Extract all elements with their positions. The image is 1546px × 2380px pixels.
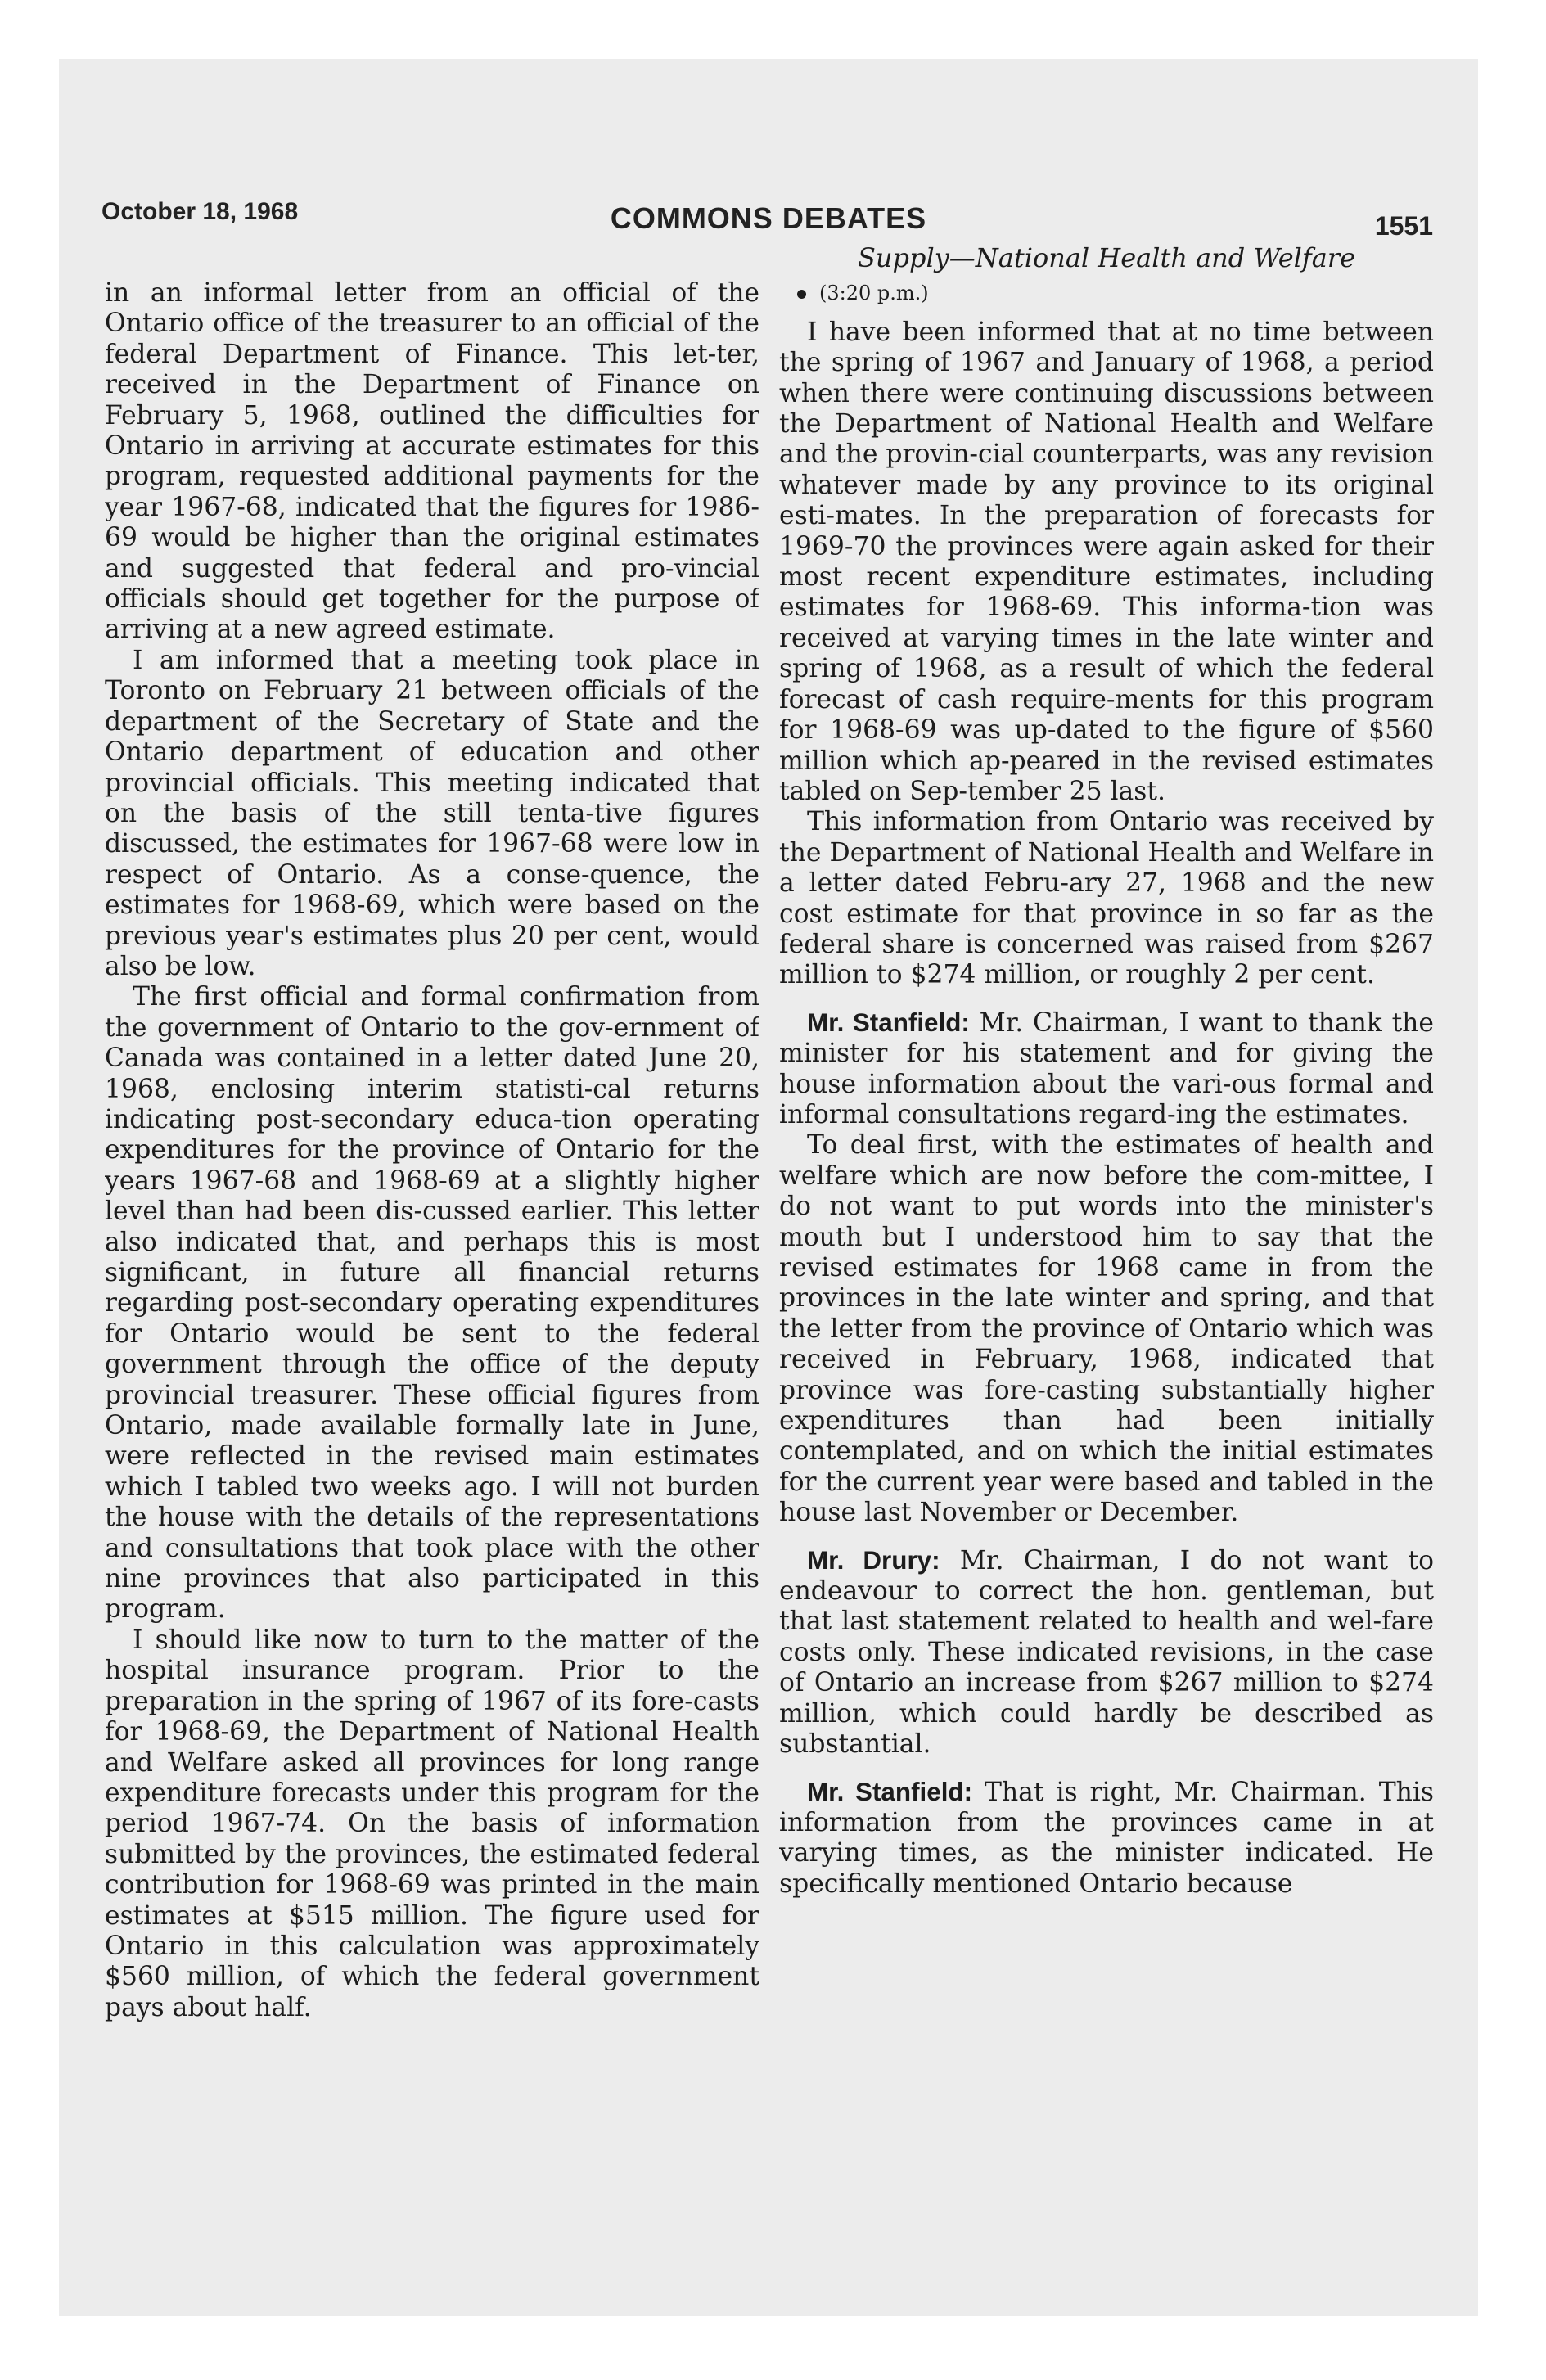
paragraph: I have been informed that at no time between the spring of 1967 and January of 1968, a period when there were continuing discussions between the Department of National Health and Welfare and the provin-cial counterparts, was any revision whatever made by any province to its original esti-mates. In the preparation of forecasts for 1969-70 the provinces were again asked for their most recent expenditure estimates, including estimates for 1968-69. This informa-tion was received at varying times in the late winter and spring of 1968, as a result of which the federal forecast of cash require-ments for this program for 1968-69 was up-dated to the figure of $560 million which ap-peared in the revised estimates tabled on Sep-tember 25 last. (779, 317, 1434, 806)
section-title: Supply—National Health and Welfare (857, 243, 1356, 273)
speech-text: That is right, Mr. Chairman. This information from the provinces came in at varying times, as the minister indicated. He specifically mentioned Ontario because (779, 1777, 1434, 1899)
speech-text: To deal first, with the estimates of health and welfare which are now before the com-mittee, I do not want to put words into the minister's mouth but I understood him to say that the revised estimates for 1968 came in from the provinces in the late winter and spring, and that the letter from the province of Ontario which was received in February, 1968, indicated that province was fore-casting substantially higher expenditures than had been initially contemplated, and on which the initial estimates for the current year were based and tabled in the house last November or December. (779, 1130, 1434, 1528)
paragraph: This information from Ontario was received by the Department of National Health and Welfare in a letter dated Febru-ary 27, 1968 and the new cost estimate for that province in so far as the federal share is concerned was raised from $267 million to $274 million, or roughly 2 per cent. (779, 807, 1434, 990)
paragraph: I should like now to turn to the matter of the hospital insurance program. Prior to the preparation in the spring of 1967 of its fore-casts for 1968-69, the Department of National Health and Welfare asked all provinces for long range expenditure forecasts under this program for the period 1967-74. On the basis of information submitted by the provinces, the estimated federal contribution for 1968-69 was printed in the main estimates at $515 million. The figure used for Ontario in this calculation was approximately $560 million, of which the federal government pays about half. (105, 1625, 759, 2022)
paragraph: I am informed that a meeting took place in Toronto on February 21 between officials of the department of the Secretary of State and the Ontario department of education and other provincial officials. This meeting indicated that on the basis of the still tenta-tive figures discussed, the estimates for 1967-68 were low in respect of Ontario. As a conse-quence, the estimates for 1968-69, which were based on the previous year's estimates plus 20 per cent, would also be low. (105, 645, 759, 981)
left-column (105, 278, 759, 2177)
speech (779, 1007, 1434, 1131)
speech (779, 1545, 1434, 1760)
paragraph: in an informal letter from an official of the Ontario office of the treasurer to an official of the federal Department of Finance. This let-ter, received in the Department of Finance on February 5, 1968, outlined the difficulties for Ontario in arriving at accurate estimates for this program, requested additional payments for the year 1967-68, indicated that the figures for 1986-69 would be higher than the original estimates and suggested that federal and pro-vincial officials should get together for the purpose of arriving at a new agreed estimate. (105, 278, 759, 645)
speech-text: Mr. Chairman, I do not want to endeavour to correct the hon. gentleman, but that last statement related to health and wel-fare costs only. These indicated revisions, in the case of Ontario an increase from $267 million to $274 million, which could hardly be described as substantial. (779, 1545, 1434, 1760)
paragraph: The first official and formal confirmation from the government of Ontario to the gov-ernment of Canada was contained in a letter dated June 20, 1968, enclosing interim statisti-cal returns indicating post-secondary educa-tion operating expenditures for the province of Ontario for the years 1967-68 and 1968-69 at a slightly higher level than had been dis-cussed earlier. This letter also indicated that, and perhaps this is most significant, in future all financial returns regarding post-secondary operating expenditures for Ontario would be sent to the federal government through the office of the deputy provincial treasurer. These official figures from Ontario, made available formally late in June, were reflected in the revised main estimates which I tabled two weeks ago. I will not burden the house with the details of the representations and consultations that took place with the other nine provinces that also participated in this program. (105, 982, 759, 1625)
speech (779, 1130, 1434, 1528)
document-page (59, 59, 1478, 2316)
speaker-name: Mr. Drury: (807, 1545, 940, 1575)
speech (779, 1777, 1434, 1900)
header-date: October 18, 1968 (101, 198, 299, 225)
speaker-name: Mr. Stanfield: (807, 1777, 973, 1806)
right-column (779, 243, 1434, 2142)
speech-text: Mr. Chairman, I want to thank the minister for his statement and for giving the house information about the vari-ous formal and informal consultations regard-ing the estimates. (779, 1007, 1434, 1129)
page-number: 1551 (1374, 211, 1433, 241)
bullet-icon (797, 290, 806, 299)
timestamp-text: (3:20 p.m.) (819, 282, 929, 305)
header-title: COMMONS DEBATES (610, 201, 927, 235)
speaker-name: Mr. Stanfield: (807, 1007, 970, 1037)
timestamp (797, 278, 1434, 309)
